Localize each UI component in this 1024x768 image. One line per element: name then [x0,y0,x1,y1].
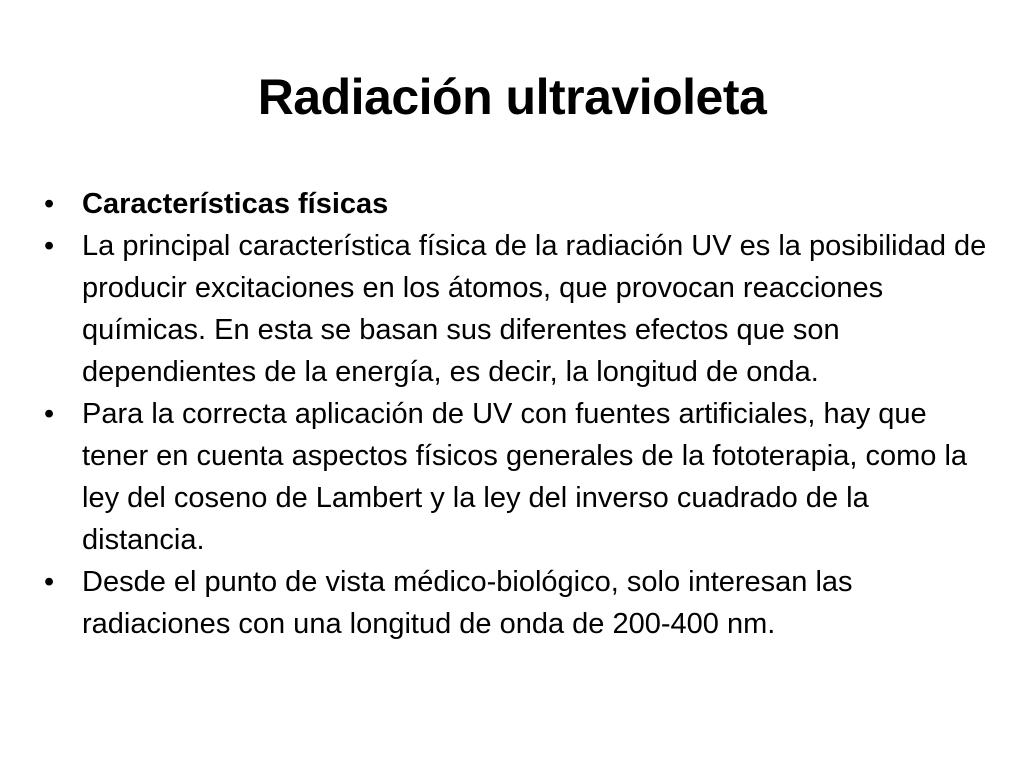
slide-title: Radiación ultravioleta [257,69,767,125]
bullet-item-excitations [44,225,994,393]
bullet-text: Para la correcta aplicación de UV con fuentes artificiales, hay que tener en cuenta aspectos físicos generales de la fototerapia, como la ley del coseno de Lambert y la ley del inverso cuadrado de la distancia. [82,398,968,556]
bullet-list [44,183,994,645]
bullet-text: Características físicas [82,188,389,220]
bullet-icon: • [44,566,55,598]
bullet-icon: • [44,188,55,220]
bullet-item-artificial-sources [44,393,994,561]
bullet-text: La principal característica física de la radiación UV es la posibilidad de producir excitaciones en los átomos, que provocan reacciones químicas. En esta se basan sus diferentes efectos que son dependientes de la energía, es decir, la longitud de onda. [82,230,987,388]
bullet-item-heading [44,183,994,225]
bullet-item-wavelength-range [44,561,994,645]
bullet-icon: • [44,398,55,430]
bullet-text: Desde el punto de vista médico-biológico, solo interesan las radiaciones con una longitud de onda de 200-400 nm. [82,566,853,640]
bullet-icon: • [44,230,55,262]
